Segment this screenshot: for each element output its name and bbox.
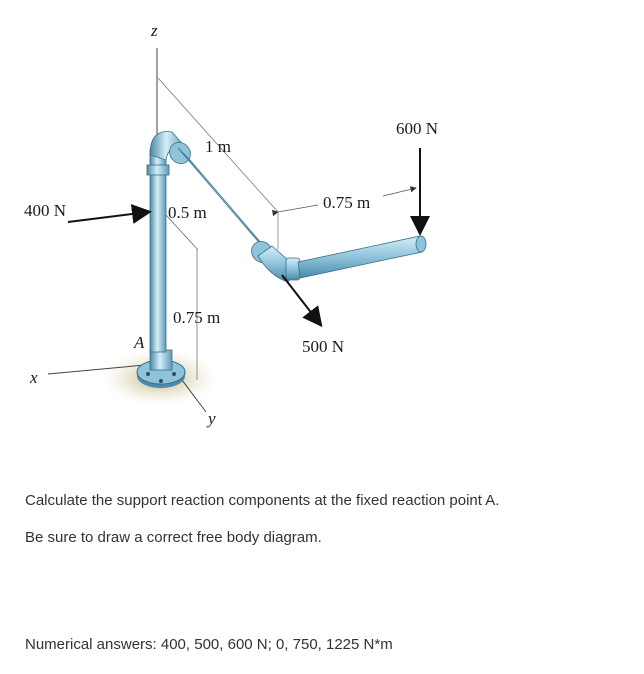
force-600-label: 600 N <box>396 119 439 138</box>
lower-elbow <box>247 237 300 282</box>
axis-y-label: y <box>208 409 216 428</box>
point-a-label: A <box>134 333 145 352</box>
dim-075-top-line-right <box>383 188 416 196</box>
dim-075-top-line-left <box>278 205 318 212</box>
axis-x-label: x <box>30 368 38 387</box>
pipe-collar-lower <box>147 165 169 175</box>
vertical-pipe <box>150 150 166 352</box>
axis-z-label: z <box>151 21 158 40</box>
force-500-label: 500 N <box>302 337 345 356</box>
force-400-arrow <box>68 212 148 222</box>
pipe-end-cap <box>416 236 426 252</box>
dim-075m-vertical-label: 0.75 m <box>173 308 221 327</box>
problem-statement: Calculate the support reaction components at the fixed reaction point A. <box>25 492 500 509</box>
dim-05m-label: 0.5 m <box>168 203 207 222</box>
force-500-arrow <box>282 275 320 324</box>
dim-075m-top-label: 0.75 m <box>323 193 371 212</box>
horizontal-pipe <box>298 236 422 278</box>
numerical-answers: Numerical answers: 400, 500, 600 N; 0, 750, 1225 N*m <box>25 636 393 653</box>
problem-instruction: Be sure to draw a correct free body diagram. <box>25 529 322 546</box>
force-400-label: 400 N <box>24 201 67 220</box>
dim-1m-label: 1 m <box>205 137 231 156</box>
